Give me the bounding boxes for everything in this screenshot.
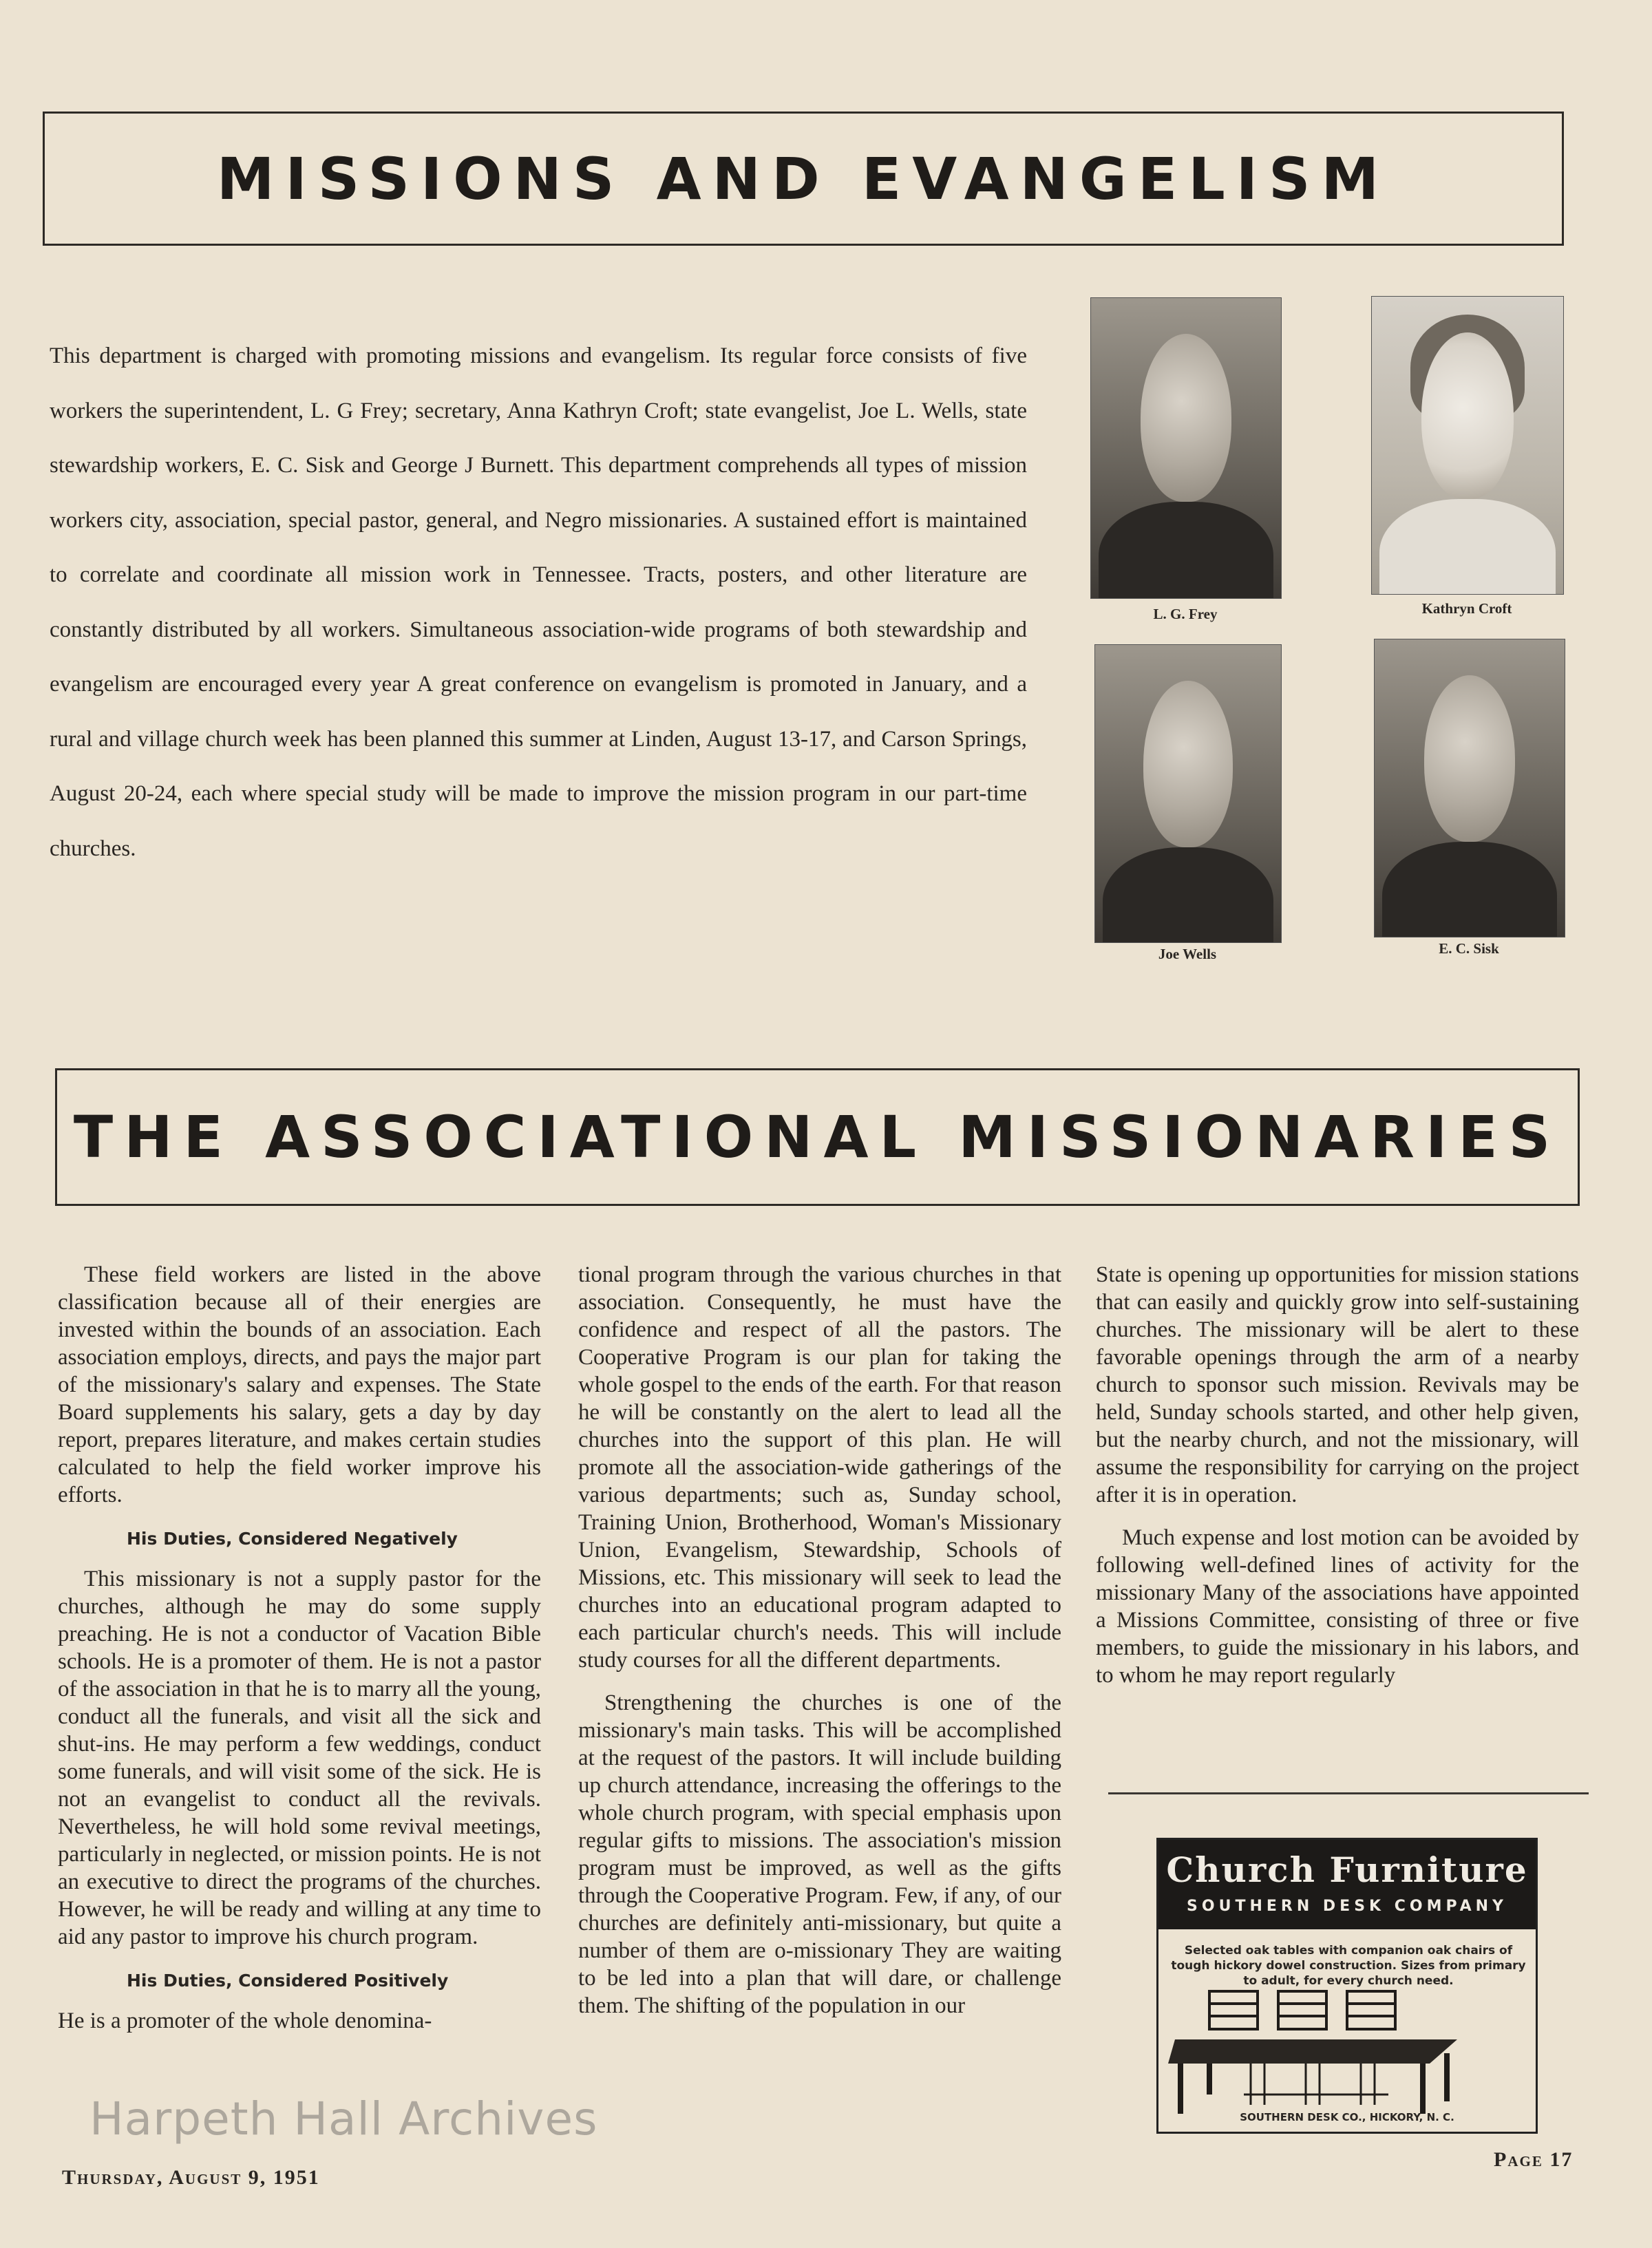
- footer-page-number: Page 17: [1494, 2148, 1574, 2171]
- table-chairs-illustration: [1168, 1984, 1492, 2115]
- caption-frey: L. G. Frey: [1153, 606, 1218, 622]
- article-column-2: [578, 1261, 1061, 2019]
- col2-paragraph-1: tional program through the various churches in that association. Consequently, he must have the confidence and respect of all the pastors. The Cooperative Program is our plan for taking the whole gospel to the ends of the earth. For that reason he will be constantly on the alert to lead all the churches into the support of this plan. He will promote all the association-wide gatherings of the various departments; such as, Sunday school, Training Union, Brotherhood, Woman's Missionary Union, Evangelism, Stewardship, Schools of Missions, etc. This missionary will seek to lead the churches into an educational program adapted to each particular church's needs. This will include study courses for all the different departments.: [578, 1262, 1061, 1673]
- photo-croft: [1371, 296, 1564, 595]
- caption-croft: Kathryn Croft: [1421, 600, 1512, 617]
- photo-sisk: [1374, 639, 1565, 937]
- subhead-positively: His Duties, Considered Positively: [127, 1971, 449, 1991]
- section-title-associational: THE ASSOCIATIONAL MISSIONARIES: [55, 1068, 1580, 1206]
- ad-header: [1158, 1840, 1536, 1929]
- section-title-missions: MISSIONS AND EVANGELISM: [43, 112, 1564, 246]
- ad-title: Church Furniture: [1166, 1849, 1528, 1890]
- ad-footer: SOUTHERN DESK CO., HICKORY, N. C.: [1240, 2111, 1454, 2123]
- col3-paragraph-1: State is opening up opportunities for mission stations that can easily and quickly grow into self-sustaining churches. The missionary will be alert to these favorable openings through the arm of a nearby church to sponsor such mission. Revivals may be held, Sunday schools started, and other help given, but the nearby church, and not the missionary, will assume the responsibility for carrying on the project after it is in operation.: [1096, 1262, 1579, 1507]
- article-column-3: [1096, 1261, 1579, 1689]
- col1-paragraph-1: These field workers are listed in the above classification because all of their energies are invested within the bounds of an association. Each association employs, directs, and pays the major part of the missionary's salary and expenses. The State Board supplements his salary, gets a day by day report, prepares literature, and makes certain studies calculated to help the field worker improve his efforts.: [58, 1262, 541, 1507]
- col3-paragraph-2: Much expense and lost motion can be avoided by following well-defined lines of activity for the missionary Many of the associations have appointed a Missions Committee, consisting of three or five members, to guide the missionary in his labors, and to whom he may report regularly: [1096, 1525, 1579, 1688]
- intro-paragraph: This department is charged with promoting missions and evangelism. Its regular force consists of five workers the superintendent, L. G Frey; secretary, Anna Kathryn Croft; state evangelist, Joe L. Wells, state stewardship workers, E. C. Sisk and George J Burnett. This department comprehends all types of mission workers city, association, special pastor, general, and Negro missionaries. A sustained effort is maintained to correlate and coordinate all mission work in Tennessee. Tracts, posters, and other literature are constantly distributed by all workers. Simultaneous association-wide programs of both stewardship and evangelism are encouraged every year A great conference on evangelism is promoted in January, and a rural and village church week has been planned this summer at Linden, August 13-17, and Carson Springs, August 20-24, each where special study will be made to improve the mission program in our part-time churches.: [50, 343, 1027, 861]
- col2-paragraph-2: Strengthening the churches is one of the missionary's main tasks. This will be accomplished at the request of the pastors. It will include building up church attendance, increasing the offerings to the whole church program, with special emphasis upon regular gifts to missions. The association's mission program must be improved, as well as the gifts through the Cooperative Program. Few, if any, of our churches are definitely anti-missionary, but quite a number of them are o-missionary They are waiting to be led into a plan that will dare, or challenge them. The shifting of the population in our: [578, 1690, 1061, 2018]
- footer-date: Thursday, August 9, 1951: [62, 2166, 320, 2189]
- caption-wells: Joe Wells: [1158, 946, 1217, 962]
- church-furniture-ad: [1156, 1838, 1538, 2134]
- photo-frey: [1090, 297, 1282, 599]
- ad-description: Selected oak tables with companion oak chairs of tough hickory dowel construction. Sizes from primary to adult, for every church need.: [1171, 1944, 1526, 1988]
- caption-sisk: E. C. Sisk: [1439, 940, 1499, 957]
- column-divider-rule: [1108, 1792, 1589, 1794]
- photo-wells: [1094, 644, 1282, 943]
- archive-watermark: Harpeth Hall Archives: [89, 2092, 598, 2145]
- article-column-1: [58, 1261, 541, 2035]
- ad-subtitle: SOUTHERN DESK COMPANY: [1187, 1898, 1507, 1915]
- col1-paragraph-2: This missionary is not a supply pastor for the churches, although he may do some supply preaching. He is not a conductor of Vacation Bible schools. He is a promoter of them. He is not a pastor of the association in that he is to marry all the young, conduct all the funerals, and visit all the sick and shut-ins. He may perform a few weddings, conduct some funerals, and will visit some of the sick. He is not an evangelist to conduct all the revivals. Nevertheless, he will hold some revival meetings, particularly in neglected, or mission points. He is not an executive to direct the programs of the churches. However, he will be ready and willing at any time to aid any pastor to improve his church program.: [58, 1567, 542, 1949]
- subhead-negatively: His Duties, Considered Negatively: [127, 1529, 458, 1549]
- col1-paragraph-3: He is a promoter of the whole denomina-: [58, 2008, 432, 2033]
